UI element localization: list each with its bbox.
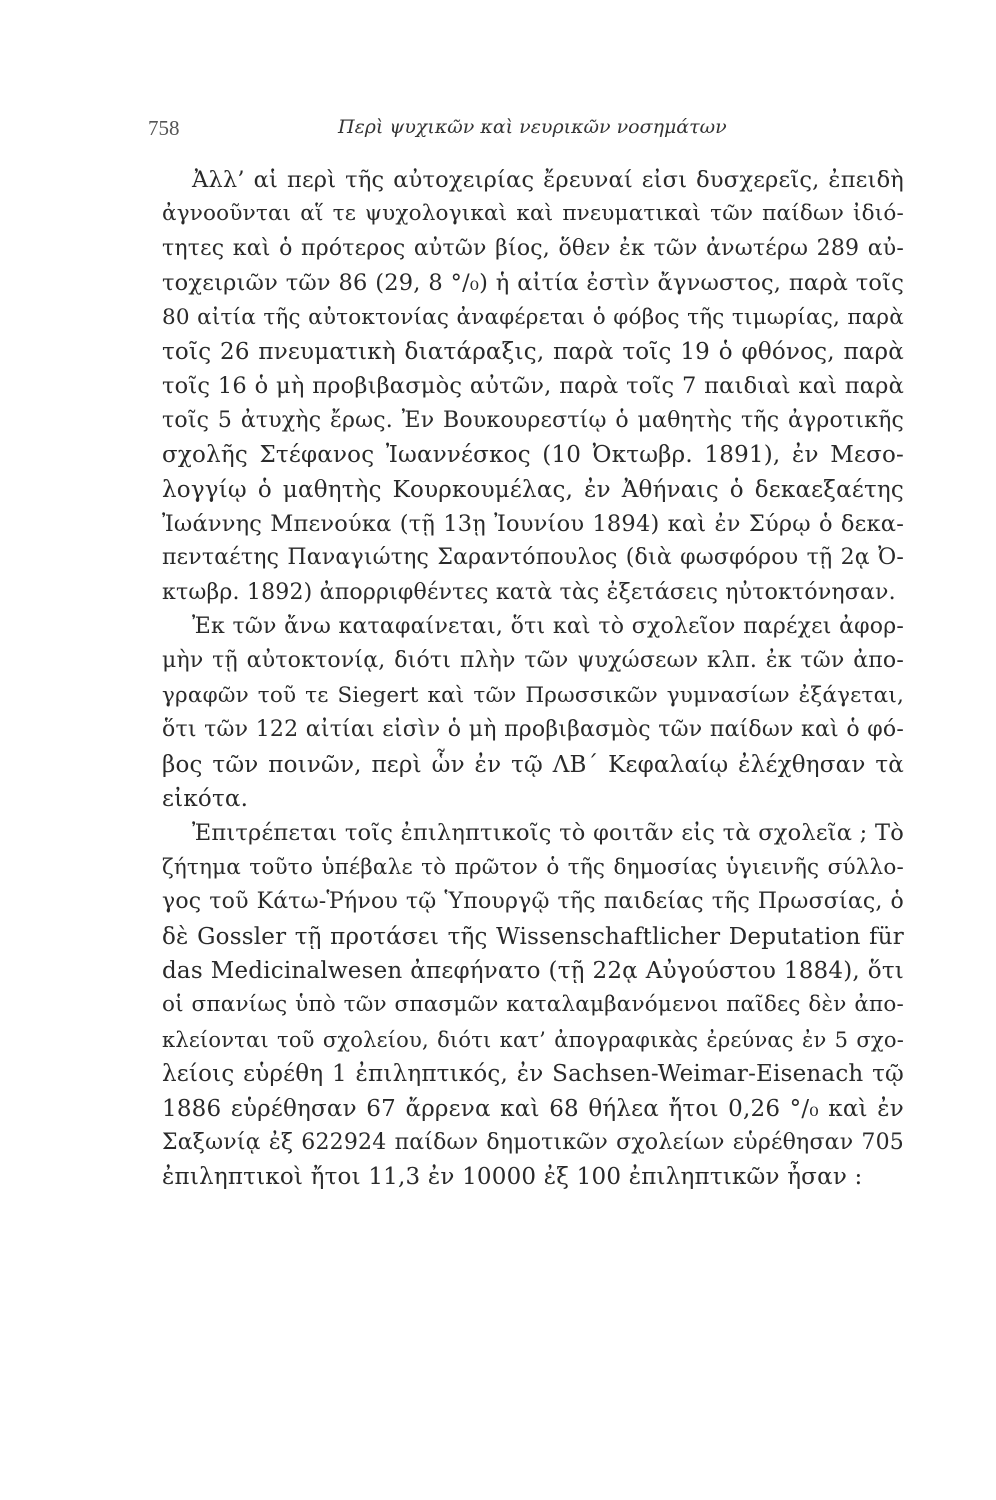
text-line: σχολῆς Στέφανος Ἰωαννέσκος (10 Ὀκτωβρ. 1891), ἐν Μεσο- bbox=[162, 442, 904, 469]
text-line: λείοις εὑρέθη 1 ἐπιληπτικός, ἐν Sachsen-Weimar-Eisenach τῷ bbox=[162, 1061, 904, 1088]
text-line: ζήτημα τοῦτο ὑπέβαλε τὸ πρῶτον ὁ τῆς δημοσίας ὑγιεινῆς σύλλο- bbox=[162, 854, 904, 880]
text-line: κλείονται τοῦ σχολείου, διότι κατ’ ἀπογραφικὰς ἐρεύνας ἐν 5 σχο- bbox=[162, 1027, 904, 1052]
text-line: κτωβρ. 1892) ἀπορριφθέντες κατὰ τὰς ἐξετάσεις ηὐτοκτόνησαν. bbox=[162, 579, 896, 605]
text-line: Σαξωνίᾳ ἐξ 622924 παίδων δημοτικῶν σχολείων εὑρέθησαν 705 bbox=[162, 1129, 904, 1155]
text-line: τοῖς 5 ἀτυχὴς ἔρως. Ἐν Βουκουρεστίῳ ὁ μαθητὴς τῆς ἀγροτικῆς bbox=[162, 407, 904, 433]
text-line: Ἀλλ’ αἱ περὶ τῆς αὐτοχειρίας ἔρευναί εἰσι δυσχερεῖς, ἐπειδὴ bbox=[192, 167, 904, 193]
text-line: δὲ Gossler τῇ προτάσει τῆς Wissenschaftlicher Deputation für bbox=[162, 923, 904, 950]
running-title: Περὶ ψυχικῶν καὶ νευρικῶν νοσημάτων bbox=[338, 116, 727, 138]
text-line: γραφῶν τοῦ τε Siegert καὶ τῶν Πρωσσικῶν γυμνασίων ἐξάγεται, bbox=[162, 682, 904, 708]
page-header bbox=[148, 116, 908, 146]
text-line: ἐπιληπτικοὶ ἤτοι 11,3 ἐν 10000 ἐξ 100 ἐπιληπτικῶν ἦσαν : bbox=[162, 1164, 863, 1191]
paragraph-school-cause bbox=[162, 610, 904, 816]
text-line: τοχειριῶν τῶν 86 (29, 8 °/₀) ἡ αἰτία ἐστὶν ἄγνωστος, παρὰ τοῖς bbox=[162, 270, 904, 297]
text-line: 1886 εὑρέθησαν 67 ἄρρενα καὶ 68 θήλεα ἤτοι 0,26 °/₀ καὶ ἐν bbox=[162, 1095, 904, 1122]
paragraph-epileptics bbox=[162, 816, 904, 1194]
text-line: γος τοῦ Κάτω-Ῥήνου τῷ Ὑπουργῷ τῆς παιδείας τῆς Πρωσσίας, ὁ bbox=[162, 889, 904, 915]
text-line: das Medicinalwesen ἀπεφήνατο (τῇ 22ᾳ Αὐγούστου 1884), ὅτι bbox=[162, 957, 904, 984]
text-line: Ἰωάννης Μπενούκα (τῇ 13ῃ Ἰουνίου 1894) καὶ ἐν Σύρῳ ὁ δεκα- bbox=[162, 510, 904, 537]
text-line: ἀγνοοῦνται αἵ τε ψυχολογικαὶ καὶ πνευματικαὶ τῶν παίδων ἰδιό- bbox=[162, 201, 904, 227]
text-line: 80 αἰτία τῆς αὐτοκτονίας ἀναφέρεται ὁ φόβος τῆς τιμωρίας, παρὰ bbox=[162, 304, 904, 330]
body-text bbox=[162, 163, 904, 1195]
text-line: βος τῶν ποινῶν, περὶ ὧν ἐν τῷ ΛΒ΄ Κεφαλαίῳ ἐλέχθησαν τὰ bbox=[162, 751, 904, 778]
text-line: εἰκότα. bbox=[162, 786, 249, 813]
text-line: ὅτι τῶν 122 αἰτίαι εἰσὶν ὁ μὴ προβιβασμὸς τῶν παίδων καὶ ὁ φό- bbox=[162, 717, 904, 743]
text-line: λογγίῳ ὁ μαθητὴς Κουρκουμέλας, ἐν Ἀθήναις ὁ δεκαεξαέτης bbox=[162, 476, 904, 503]
text-line: Ἐπιτρέπεται τοῖς ἐπιληπτικοῖς τὸ φοιτᾶν εἰς τὰ σχολεῖα ; Τὸ bbox=[192, 820, 904, 847]
text-line: οἱ σπανίως ὑπὸ τῶν σπασμῶν καταλαμβανόμενοι παῖδες δὲν ἀπο- bbox=[162, 992, 904, 1018]
text-line: Ἐκ τῶν ἄνω καταφαίνεται, ὅτι καὶ τὸ σχολεῖον παρέχει ἀφορ- bbox=[192, 614, 904, 640]
text-line: μὴν τῇ αὐτοκτονίᾳ, διότι πλὴν τῶν ψυχώσεων κλπ. ἐκ τῶν ἀπο- bbox=[162, 648, 904, 674]
text-line: πενταέτης Παναγιώτης Σαραντόπουλος (διὰ φωσφόρου τῇ 2ᾳ Ὀ- bbox=[162, 545, 904, 571]
page-number: 758 bbox=[148, 116, 180, 140]
text-line: τοῖς 16 ὁ μὴ προβιβασμὸς αὐτῶν, παρὰ τοῖς 7 παιδιαὶ καὶ παρὰ bbox=[162, 373, 904, 400]
text-line: τοῖς 26 πνευματικὴ διατάραξις, παρὰ τοῖς 19 ὁ φθόνος, παρὰ bbox=[162, 338, 904, 365]
paragraph-suicide-research bbox=[162, 163, 904, 610]
text-line: τητες καὶ ὁ πρότερος αὐτῶν βίος, ὅθεν ἐκ τῶν ἀνωτέρω 289 αὐ- bbox=[162, 235, 904, 261]
